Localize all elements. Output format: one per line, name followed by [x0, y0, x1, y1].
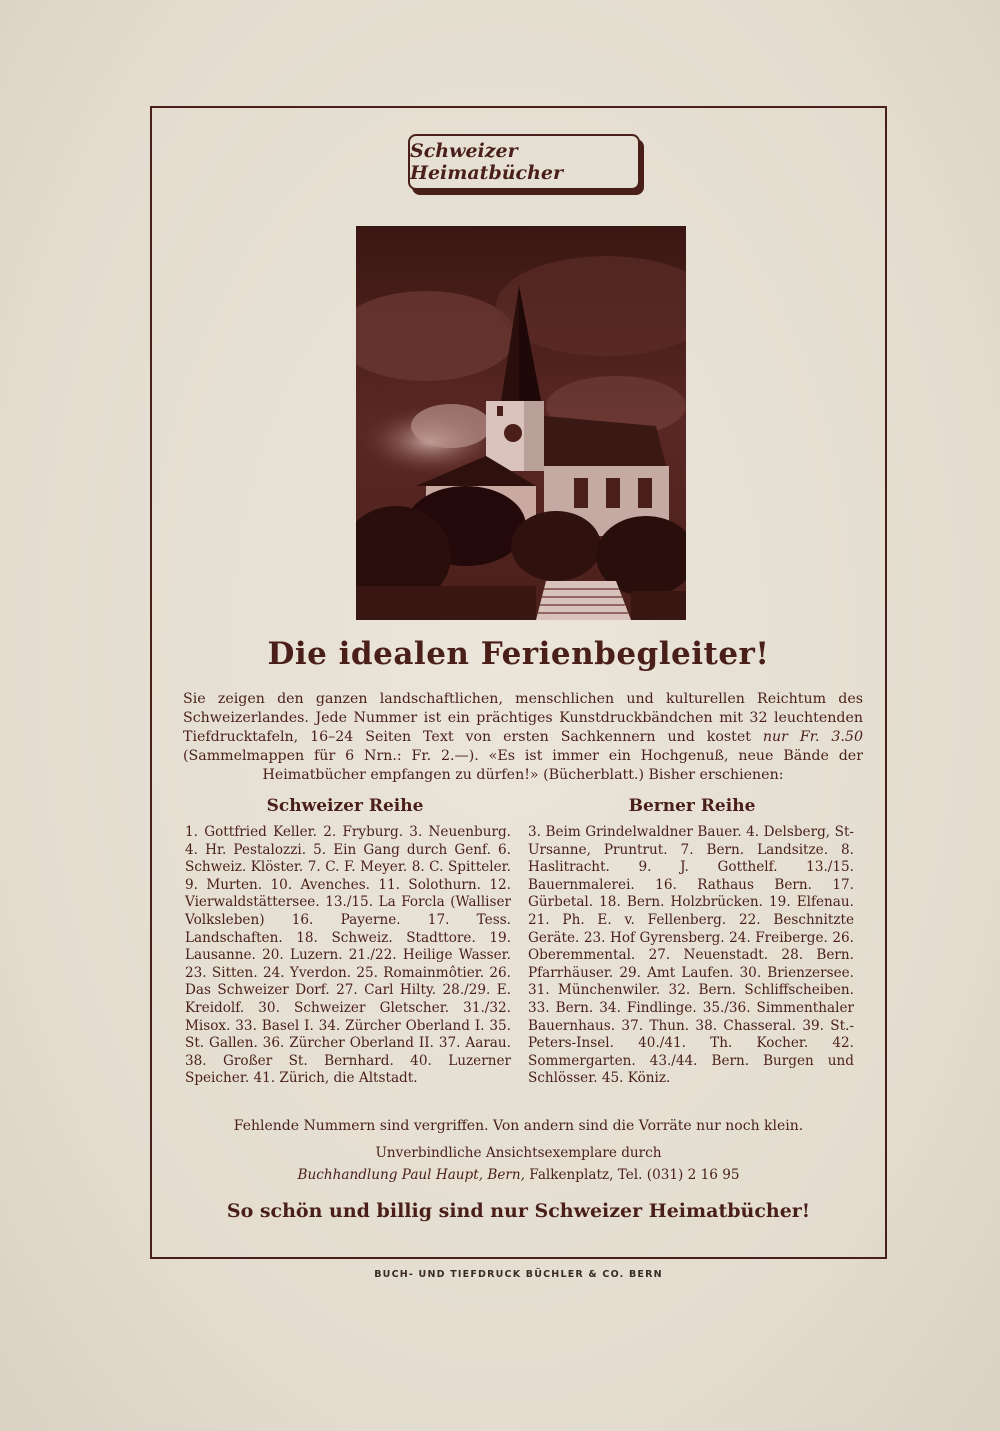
availability-note: Fehlende Nummern sind vergriffen. Von andern sind die Vorräte nur noch klein. — [233, 1118, 804, 1134]
berner-reihe-list — [528, 824, 854, 1088]
berner-reihe-heading: Berner Reihe — [628, 796, 756, 816]
series-badge-label: Schweizer Heimatbücher — [410, 140, 564, 184]
bookshop-name: Buchhandlung Paul Haupt, Bern, — [297, 1167, 525, 1183]
schweizer-reihe-text: 1. Gottfried Keller. 2. Fryburg. 3. Neuenburg. 4. Hr. Pestalozzi. 5. Ein Gang durch Genf. 6. Schweiz. Klöster. 7. C. F. Meyer. 8. C. Spitteler. 9. Murten. 10. Avenches. 11. Solothurn. 12. Vierwaldstättersee. 13./15. La Forcla (Walliser Volksleben) 16. Payerne. 17. Tess. Landschaften. 18. Schweiz. Stadttore. 19. Lausanne. 20. Luzern. 21./22. Heilige Wasser. 23. Sitten. 24. Yverdon. 25. Romainmôtier. 26. Das Schweizer Dorf. 27. Carl Hilty. 28./29. E. Kreidolf. 30. Schweizer Gletscher. 31./32. Misox. 33. Basel I. 34. Zürcher Oberland I. 35. St. Gallen. 36. Zürcher Oberland II. 37. Aarau. 38. Großer St. Bernhard. 40. Luzerner Speicher. 41. Zürich, die Altstadt. — [185, 824, 511, 1087]
price-text: nur Fr. 3.50 — [762, 729, 863, 745]
printer-imprint: BUCH- UND TIEFDRUCK BÜCHLER & CO. BERN — [374, 1269, 663, 1280]
schweizer-reihe-list — [185, 824, 511, 1088]
slogan: So schön und billig sind nur Schweizer Heimatbücher! — [226, 1200, 811, 1222]
intro-text-part2: (Sammelmappen für 6 Nrn.: Fr. 2.—). «Es ist immer ein Hochgenuß, neue Bände der Heimatbücher empfangen zu dürfen!» (Bücherblatt.) Bisher erschienen: — [183, 748, 863, 783]
intro-text-part1: Sie zeigen den ganzen landschaftlichen, menschlichen und kulturellen Reichtum des Schweizerlandes. Jede Nummer ist ein prächtiges Kunstdruckbändchen mit 32 leuchtenden Tiefdrucktafeln, 16–24 Seiten Text von ersten Sachkennern und kostet — [183, 691, 863, 745]
headline: Die idealen Ferienbegleiter! — [267, 636, 770, 672]
church-tower-illustration — [356, 226, 686, 620]
series-badge — [408, 134, 640, 190]
berner-reihe-text: 3. Beim Grindelwaldner Bauer. 4. Delsberg, St-Ursanne, Pruntrut. 7. Bern. Landsitze. 8. Haslitracht. 9. J. Gotthelf. 13./15. Bauernmalerei. 16. Rathaus Bern. 17. Gürbetal. 18. Bern. Holzbrücken. 19. Elfenau. 21. Ph. E. v. Fellenberg. 22. Beschnitzte Geräte. 23. Hof Gyrensberg. 24. Freiberge. 26. Oberemmental. 27. Neuenstadt. 28. Bern. Pfarrhäuser. 29. Amt Laufen. 30. Brienzersee. 31. Münchenwiler. 32. Bern. Schliffscheiben. 33. Bern. 34. Findlinge. 35./36. Simmenthaler Bauernhaus. 37. Thun. 38. Chasseral. 39. St.-Peters-Insel. 40./41. Th. Kocher. 42. Sommergarten. 43./44. Bern. Burgen und Schlösser. 45. Köniz. — [528, 824, 854, 1087]
schweizer-reihe-heading: Schweizer Reihe — [266, 796, 424, 816]
intro-paragraph — [183, 690, 863, 785]
contact-address — [160, 1167, 877, 1183]
bookshop-address: Falkenplatz, Tel. (031) 2 16 95 — [524, 1167, 740, 1183]
church-tower-photo — [356, 226, 686, 620]
contact-intro: Unverbindliche Ansichtsexemplare durch — [375, 1145, 662, 1161]
